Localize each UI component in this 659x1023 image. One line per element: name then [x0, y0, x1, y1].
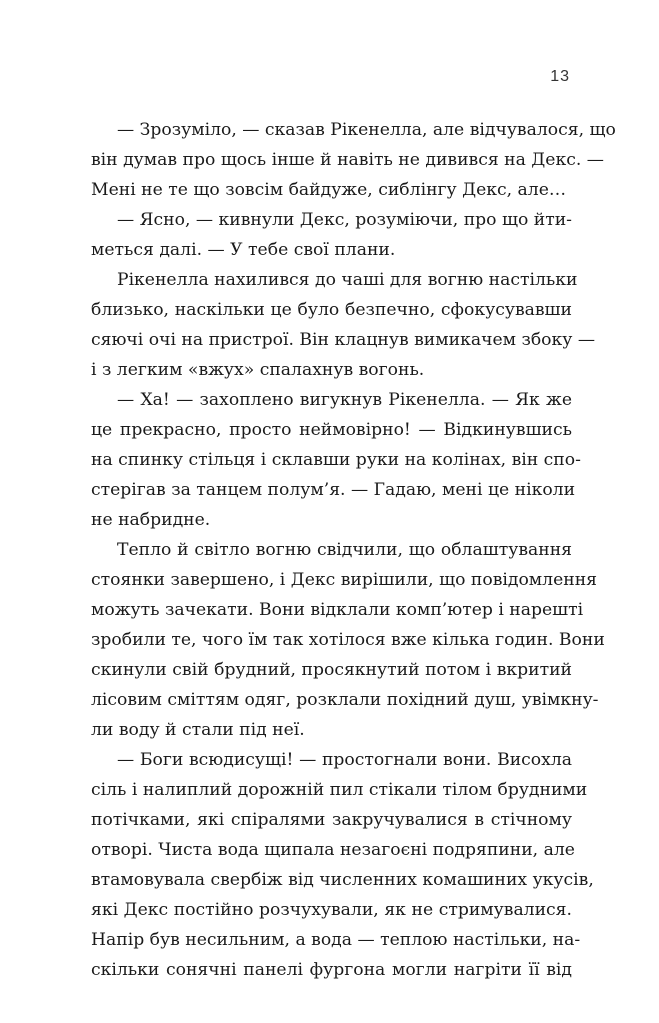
- text-line: Рікенелла нахилився до чаші для вогню настільки: [117, 270, 578, 290]
- text-line: — Ха! — захоплено вигукнув Рікенелла. — Як же: [117, 390, 572, 410]
- text-line: лісовим сміттям одяг, розклали похідний душ, увімкну-: [91, 690, 599, 710]
- text-line: меться далі. — У тебе свої плани.: [91, 240, 396, 260]
- text-line: він думав про щось інше й навіть не дивився на Декс. —: [91, 150, 604, 170]
- text-line: — Зрозуміло, — сказав Рікенелла, але відчувалося, що: [117, 120, 616, 140]
- text-line: зробили те, чого їм так хотілося вже кілька годин. Вони: [91, 630, 605, 650]
- text-line: скинули свій брудний, просякнутий потом і вкритий: [91, 660, 572, 680]
- text-line: і з легким «вжух» спалахнув вогонь.: [91, 360, 425, 380]
- body-text: [91, 115, 616, 985]
- text-line: не набридне.: [91, 510, 211, 530]
- text-line: скільки сонячні панелі фургона могли нагріти її від: [91, 960, 572, 980]
- text-line: стерігав за танцем полум’я. — Гадаю, мені це ніколи: [91, 480, 576, 500]
- text-line: — Боги всюдисущі! — простогнали вони. Висохла: [117, 750, 572, 770]
- text-line: які Декс постійно розчухували, як не стримувалися.: [91, 900, 572, 920]
- text-line: Тепло й світло вогню свідчили, що облаштування: [117, 540, 572, 560]
- text-line: можуть зачекати. Вони відклали комп’ютер і нарешті: [91, 600, 584, 620]
- text-line: близько, наскільки це було безпечно, сфокусувавши: [91, 300, 572, 320]
- text-line: отворі. Чиста вода щипала незагоєні подряпини, але: [91, 840, 575, 860]
- text-line: ли воду й стали під неї.: [91, 720, 305, 740]
- text-line: на спинку стільця і склавши руки на колінах, він спо-: [91, 450, 581, 470]
- text-line: Напір був несильним, а вода — теплою настільки, на-: [91, 930, 581, 950]
- text-line: Мені не те що зовсім байдуже, сиблінгу Декс, але…: [91, 180, 567, 200]
- text-line: сяючі очі на пристрої. Він клацнув вимикачем збоку —: [91, 330, 596, 350]
- text-line: сіль і налиплий дорожній пил стікали тілом брудними: [91, 780, 588, 800]
- text-line: потічками, які спіралями закручувалися в стічному: [91, 810, 572, 830]
- text-line: — Ясно, — кивнули Декс, розуміючи, про що йти-: [117, 210, 572, 230]
- text-line: втамовувала свербіж від численних комашиних укусів,: [91, 870, 594, 890]
- page-number: 13: [550, 68, 570, 85]
- text-line: стоянки завершено, і Декс вирішили, що повідомлення: [91, 570, 598, 590]
- text-line: це прекрасно, просто неймовірно! — Відкинувшись: [91, 420, 572, 440]
